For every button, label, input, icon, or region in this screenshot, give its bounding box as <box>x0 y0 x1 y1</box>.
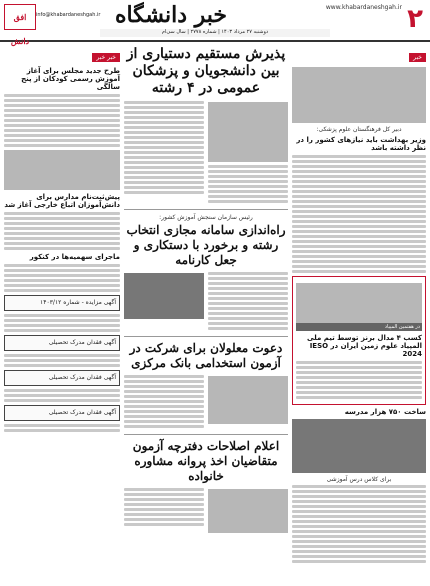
story4-row <box>124 486 288 536</box>
story3-subhead: برای کلاس درس آموزشی <box>326 476 392 483</box>
photo-speaker <box>292 419 426 473</box>
story2-headline: راه‌اندازی سامانه مجازی انتخاب رشته و برخورد با دستکاری و جعل کارنامه <box>126 223 286 267</box>
ad-block-2: آگهی فقدان مدرک تحصیلی <box>4 335 120 351</box>
center-column <box>124 44 288 582</box>
email-address: info@khabardaneshgah.ir <box>36 12 101 18</box>
story3-row <box>124 373 288 430</box>
olympiad-box <box>292 276 426 405</box>
story1-kicker: دبیر کل فرهنگستان علوم پزشکی: <box>316 126 402 133</box>
story4-headline: اعلام اصلاحات دفترچه آزمون متقاضیان اخذ پروانه مشاوره خانواده <box>132 439 280 483</box>
ad-block-4: آگهی فقدان مدرک تحصیلی <box>4 405 120 421</box>
website-url: www.khabardaneshgah.ir <box>325 4 402 11</box>
right-column <box>292 44 426 582</box>
supplement-logo: افق دانش <box>4 4 36 30</box>
left-story1-headline: طرح جدید مجلس برای آغاز آموزش رسمی کودکان از پنج سالگی <box>21 67 120 91</box>
newspaper-title: خبر دانشگاه <box>114 2 228 28</box>
story1-headline: وزیر بهداشت باید نیازهای کشور را در نظر داشته باشد <box>296 136 426 152</box>
photo-students <box>208 376 288 424</box>
masthead <box>0 0 430 46</box>
section-label-left: خبر خبر <box>92 53 120 62</box>
ad-block-1: آگهی مزایده - شماره ۱۴۰۳/۱۲ <box>4 295 120 311</box>
story2-kicker: رئیس سازمان سنجش آموزش کشور: <box>159 214 253 221</box>
story3-headline: ساخت ۷۵۰ هزار مدرسه <box>344 408 426 416</box>
photo-exam <box>208 489 288 533</box>
photo-left <box>4 150 120 190</box>
left-story2-headline: پیش‌ثبت‌نام مدارس برای دانش‌آموزان اتباع خارجی آغاز شد <box>4 193 120 209</box>
section-label: خبر <box>409 53 426 62</box>
page-number: ۲ <box>407 4 423 34</box>
story2-headline: کسب ۴ مدال برنز توسط تیم ملی المپیاد علوم زمین ایران در IESO 2024 <box>307 334 422 358</box>
photo-1 <box>292 67 426 123</box>
left-story3-headline: ماجرای سهمیه‌ها در کنکور <box>29 253 120 261</box>
story3-headline: دعوت معلولان برای شرکت در آزمون استخدامی بانک مرکزی <box>129 341 283 370</box>
story1-body <box>292 155 426 273</box>
dateline: دوشنبه ۲۷ مرداد ۱۴۰۳ | شماره ۲۷۷۸ | سال سی‌ام <box>100 29 330 37</box>
photo-computer <box>124 273 204 319</box>
main-story-row <box>124 99 288 205</box>
photo-olympiad <box>296 283 422 331</box>
story2-row <box>124 270 288 332</box>
left-column <box>4 44 120 582</box>
photo-caption: در هفتمین المپیاد <box>296 323 422 331</box>
ad-block-3: آگهی فقدان مدرک تحصیلی <box>4 370 120 386</box>
photo-main <box>208 102 288 162</box>
main-headline: پذیرش مستقیم دستیاری از بین دانشجویان و پزشکان عمومی در ۴ رشته <box>126 46 286 96</box>
